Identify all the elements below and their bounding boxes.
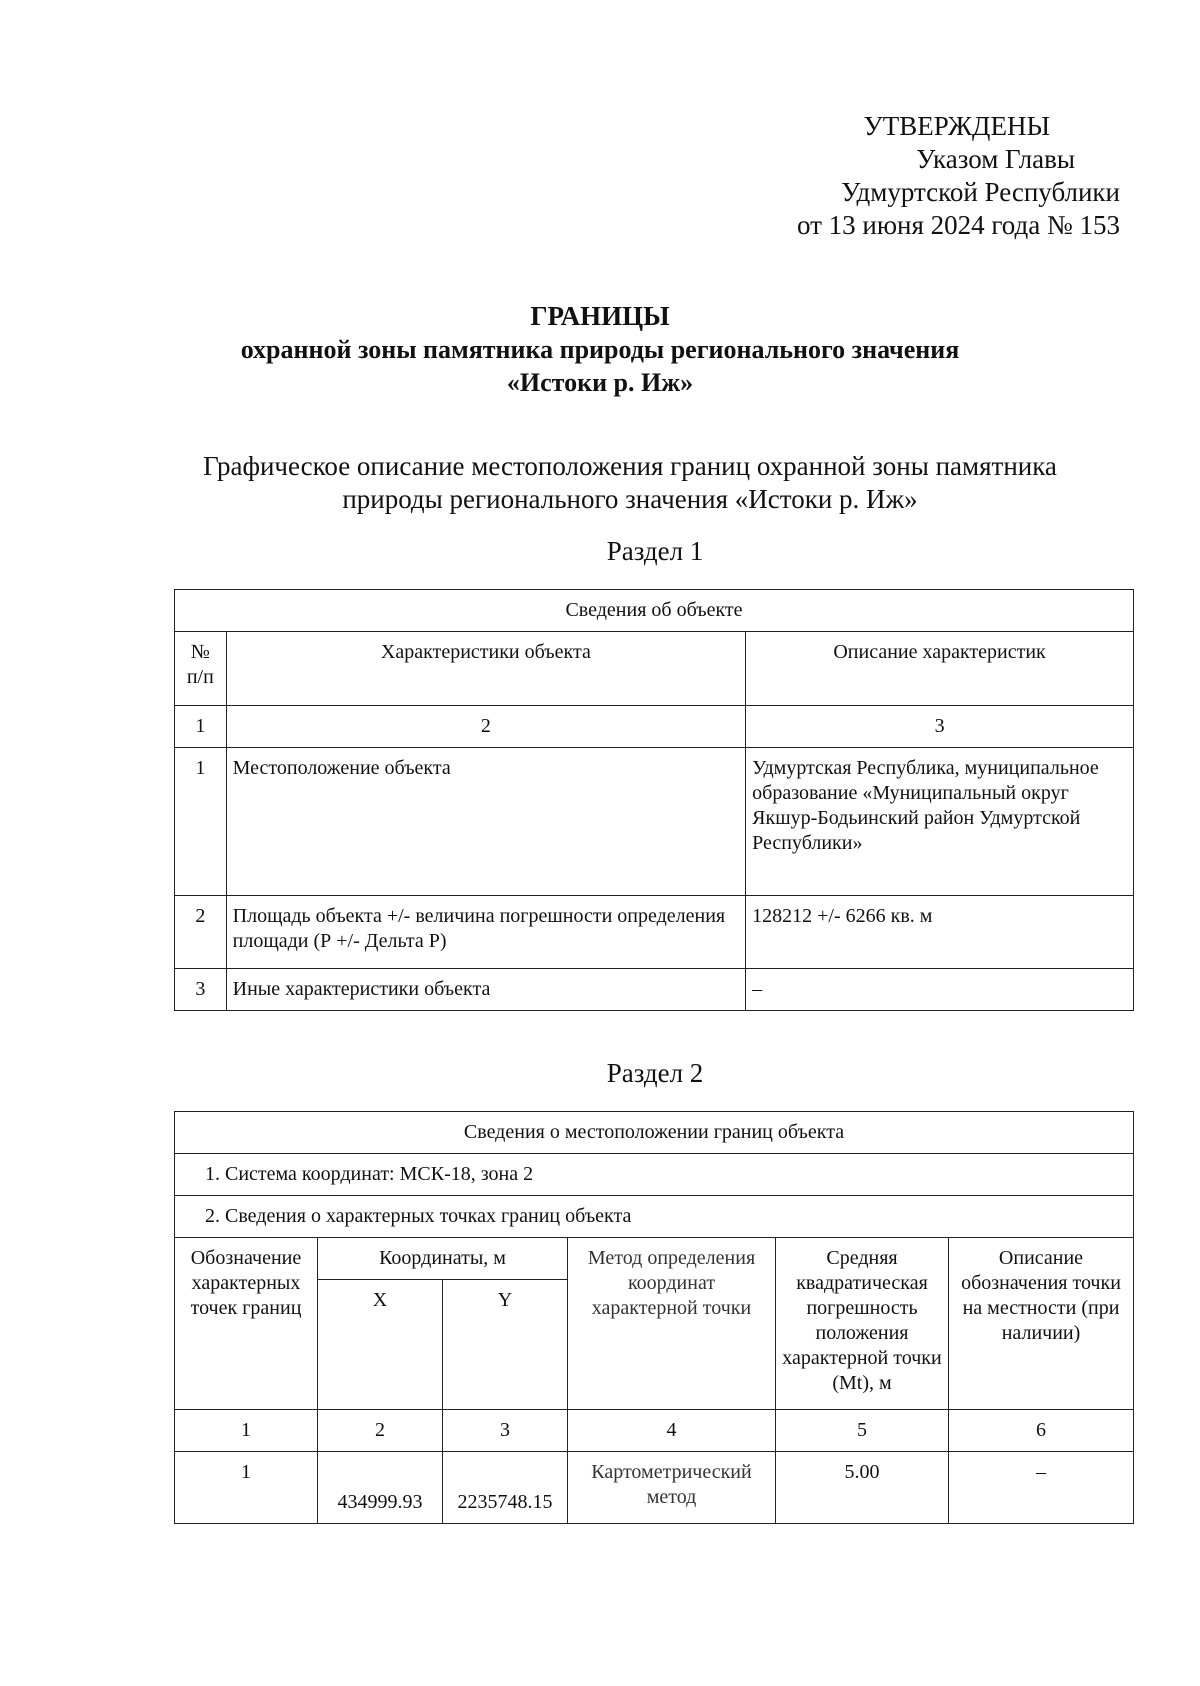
table-row xyxy=(175,969,1134,1011)
point-error: 5.00 xyxy=(776,1452,949,1524)
column-number: 2 xyxy=(226,706,746,748)
approval-line-1: УТВЕРЖДЕНЫ xyxy=(863,111,1050,141)
header-characteristic: Характеристики объекта xyxy=(226,632,746,706)
table-row xyxy=(175,1452,1134,1524)
column-number: 6 xyxy=(949,1410,1134,1452)
header-description: Описание характеристик xyxy=(746,632,1134,706)
header-error: Средняя квадратическая погрешность положения характерной точки (Mt), м xyxy=(776,1238,949,1410)
column-number: 3 xyxy=(746,706,1134,748)
point-method: Картометрический метод xyxy=(568,1452,776,1524)
table-title: Сведения об объекте xyxy=(175,590,1134,632)
point-y: 2235748.15 xyxy=(443,1452,568,1524)
point-id: 1 xyxy=(175,1452,318,1524)
document-subtitle: охранной зоны памятника природы регионального значения xyxy=(240,335,960,364)
table-title: Сведения о местоположении границ объекта xyxy=(175,1112,1134,1154)
approval-block xyxy=(797,110,1120,242)
point-description: – xyxy=(949,1452,1134,1524)
row-number: 2 xyxy=(175,896,227,969)
row-number: 1 xyxy=(175,748,227,896)
header-method: Метод определения координат характерной точки xyxy=(568,1238,776,1410)
document-heading xyxy=(0,300,1200,399)
approval-line-3: Удмуртской Республики xyxy=(841,177,1120,207)
header-number: № п/п xyxy=(175,632,227,706)
row-name: Площадь объекта +/- величина погрешности определения площади (Р +/- Дельта Р) xyxy=(226,896,746,969)
graphic-description: Графическое описание местоположения границ охранной зоны памятника природы регионального значения «Истоки р. Иж» xyxy=(203,451,1057,514)
document-title: ГРАНИЦЫ xyxy=(530,301,670,331)
column-number: 4 xyxy=(568,1410,776,1452)
table-row xyxy=(175,748,1134,896)
table-row xyxy=(175,896,1134,969)
column-number: 5 xyxy=(776,1410,949,1452)
row-value: – xyxy=(746,969,1134,1011)
column-number: 1 xyxy=(175,706,227,748)
points-title: 2. Сведения о характерных точках границ объекта xyxy=(175,1196,1134,1238)
section-2-title: Раздел 2 xyxy=(606,1058,704,1088)
object-name: «Истоки р. Иж» xyxy=(506,368,694,397)
section-1-title: Раздел 1 xyxy=(606,536,704,566)
coordinate-system: 1. Система координат: МСК-18, зона 2 xyxy=(175,1154,1134,1196)
approval-line-4: от 13 июня 2024 года № 153 xyxy=(796,210,1120,240)
header-designation: Обозначение характерных точек границ xyxy=(175,1238,318,1410)
header-x: X xyxy=(318,1280,443,1410)
column-number: 3 xyxy=(443,1410,568,1452)
row-name: Иные характеристики объекта xyxy=(226,969,746,1011)
boundary-location-table xyxy=(174,1111,1134,1524)
column-number: 1 xyxy=(175,1410,318,1452)
row-number: 3 xyxy=(175,969,227,1011)
row-value: 128212 +/- 6266 кв. м xyxy=(746,896,1134,969)
row-name: Местоположение объекта xyxy=(226,748,746,896)
point-x: 434999.93 xyxy=(318,1452,443,1524)
row-value: Удмуртская Республика, муниципальное образование «Муниципальный округ Якшур-Бодьинский район Удмуртской Республики» xyxy=(746,748,1134,896)
column-number: 2 xyxy=(318,1410,443,1452)
header-coordinates: Координаты, м xyxy=(318,1238,568,1280)
header-point-description: Описание обозначения точки на местности (при наличии) xyxy=(949,1238,1134,1410)
approval-line-2: Указом Главы xyxy=(916,144,1075,174)
header-y: Y xyxy=(443,1280,568,1410)
object-info-table xyxy=(174,589,1134,1011)
